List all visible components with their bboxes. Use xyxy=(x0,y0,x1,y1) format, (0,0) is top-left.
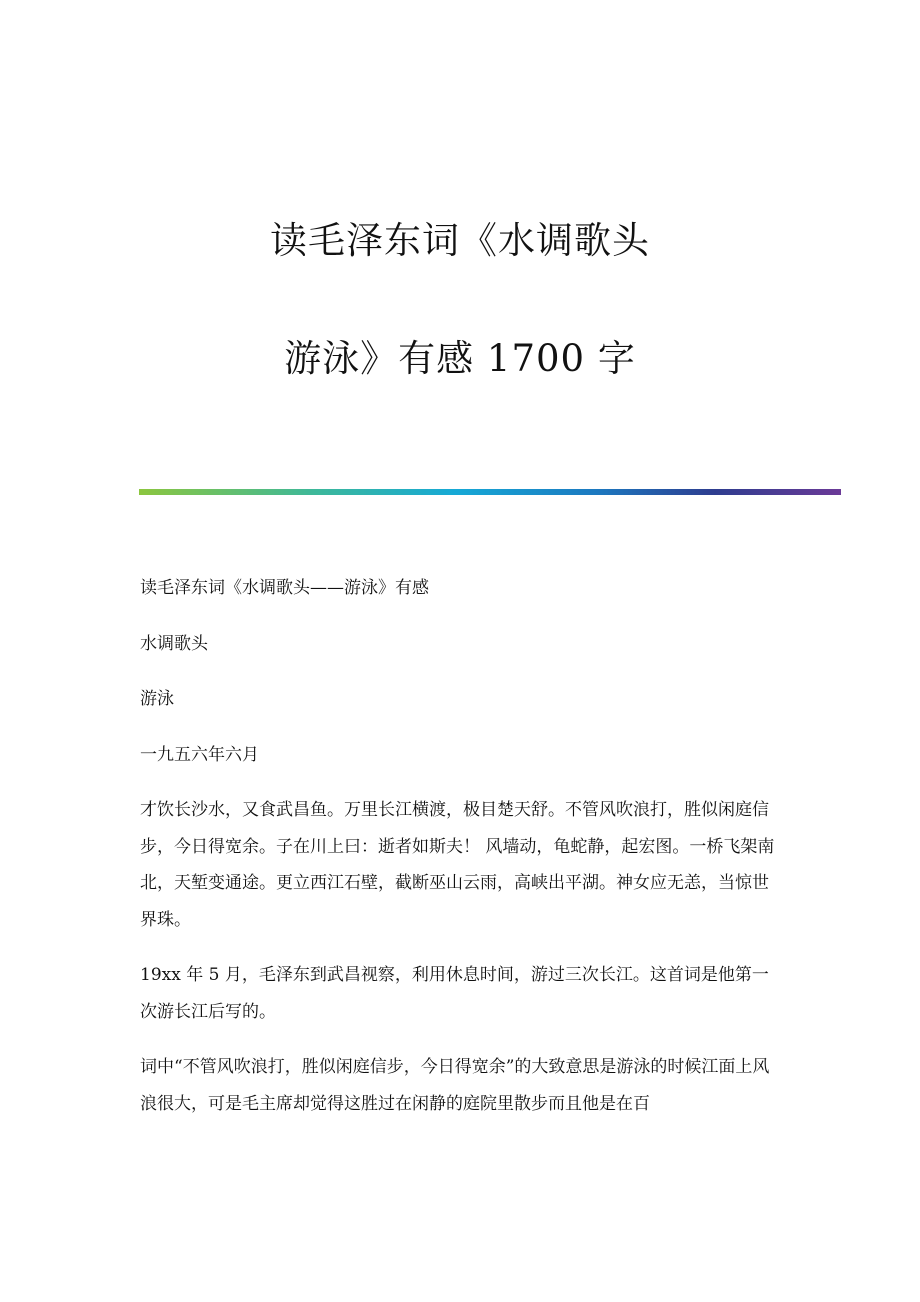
paragraph-poem-text: 才饮长沙水，又食武昌鱼。万里长江横渡，极目楚天舒。不管风吹浪打，胜似闲庭信步，今日得宽余。子在川上曰：逝者如斯夫！ 风墙动，龟蛇静，起宏图。一桥飞架南北，天堑变通途。更立西江石壁，截断巫山云雨，高峡出平湖。神女应无恙，当惊世界珠。 xyxy=(140,800,775,930)
title-line-1: 读毛泽东词《水调歌头 xyxy=(270,219,650,262)
title-line-2: 游泳》有感 1700 字 xyxy=(284,337,636,380)
paragraph-background: 19xx 年 5 月，毛泽东到武昌视察，利用休息时间，游过三次长江。这首词是他第一次游长江后写的。 xyxy=(140,965,769,1022)
document-title xyxy=(0,212,920,448)
paragraph-poem-title: 游泳 xyxy=(140,689,174,709)
document-body xyxy=(140,570,780,1141)
paragraph-poem-date: 一九五六年六月 xyxy=(140,744,259,765)
gradient-divider xyxy=(139,489,841,495)
paragraph-commentary: 词中“不管风吹浪打，胜似闲庭信步，今日得宽余”的大致意思是游泳的时候江面上风浪很大，可是毛主席却觉得这胜过在闲静的庭院里散步而且他是在百 xyxy=(140,1057,770,1114)
paragraph-heading: 读毛泽东词《水调歌头——游泳》有感 xyxy=(140,578,429,598)
paragraph-poem-tune: 水调歌头 xyxy=(140,633,208,654)
